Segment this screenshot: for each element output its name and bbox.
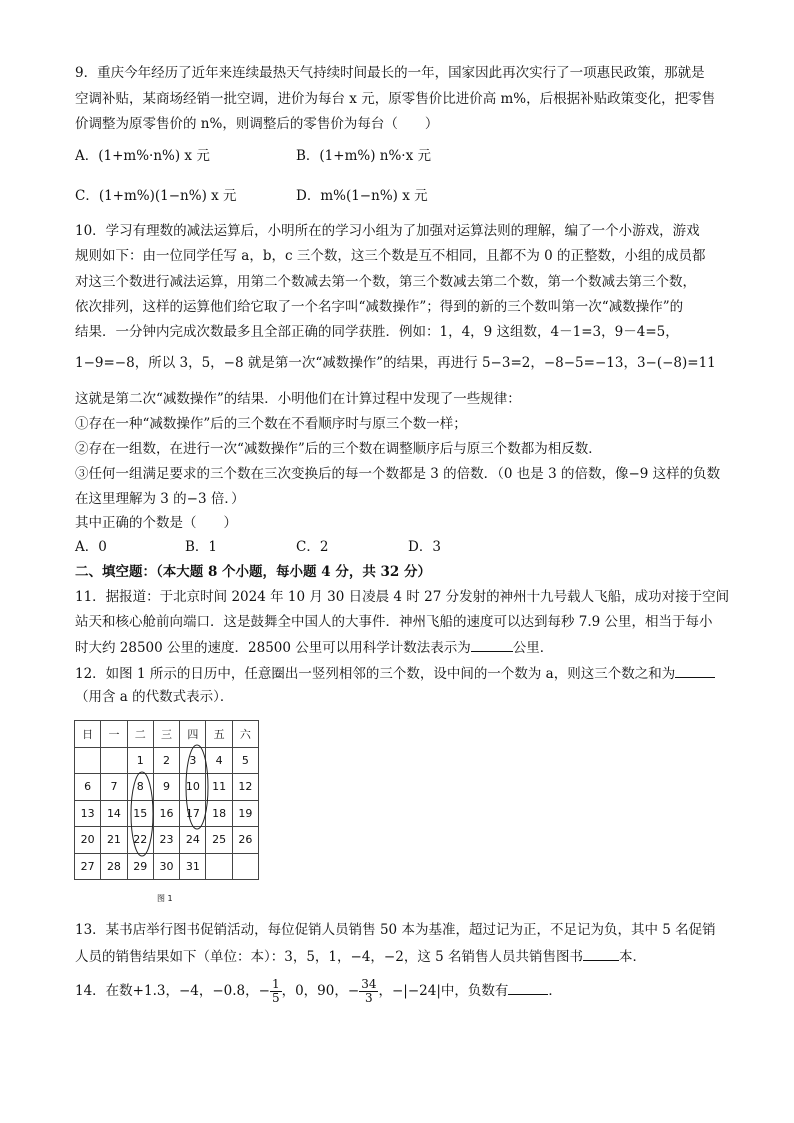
calendar-header: 日 (75, 721, 101, 748)
calendar-cell: 11 (206, 774, 232, 801)
calendar-cell: 26 (232, 827, 258, 854)
calendar-cell: 31 (180, 853, 206, 880)
q10-line8: ①存在一种“减数操作”后的三个数在不看顺序时与原三个数一样； (75, 416, 467, 432)
q10-line1: 10．学习有理数的减法运算后，小明所在的学习小组为了加强对运算法则的理解，编了一个小游戏，游戏 (75, 223, 700, 239)
calendar-cell: 17 (180, 800, 206, 827)
q9-line2: 空调补贴，某商场经销一批空调，进价为每台 x 元，原零售价比进价高 m%，后根据补贴政策变化，把零售 (75, 91, 716, 107)
calendar-cell: 7 (101, 774, 127, 801)
figure-caption: 图 1 (157, 894, 173, 903)
fraction-numerator: 1 (271, 977, 280, 991)
q9-option-b[interactable]: B．(1+m%) n%·x 元 (296, 148, 431, 164)
q9-option-a[interactable]: A．(1+m%·n%) x 元 (75, 148, 210, 164)
calendar-cell: 5 (232, 747, 258, 774)
calendar-cell: 25 (206, 827, 232, 854)
q14-text-post: ，−|−24|中，负数有 (378, 983, 509, 999)
q13-line2-end: 本． (619, 949, 646, 965)
calendar-header: 五 (206, 721, 232, 748)
q9-line1: 9．重庆今年经历了近年来连续最热天气持续时间最长的一年，国家因此再次实行了一项惠民政策，那就是 (75, 65, 705, 81)
q10-line7: 这就是第二次“减数操作”的结果．小明他们在计算过程中发现了一些规律： (75, 391, 521, 407)
q14-text-mid: ，0，90，− (281, 983, 360, 999)
calendar-cell: 30 (153, 853, 179, 880)
calendar-header: 一 (101, 721, 127, 748)
calendar-cell: 8 (127, 774, 153, 801)
calendar-cell: 27 (75, 853, 101, 880)
calendar-cell: 9 (153, 774, 179, 801)
calendar-cell: 15 (127, 800, 153, 827)
q10-line9: ②存在一组数，在进行一次“减数操作”后的三个数在调整顺序后与原三个数都为相反数． (75, 441, 602, 457)
calendar-header: 二 (127, 721, 153, 748)
calendar-cell: 21 (101, 827, 127, 854)
q10-line6: 1−9=−8，所以 3，5，−8 就是第一次“减数操作”的结果，再进行 5−3=2，−8−5=−13，3−(−8)=11 (75, 355, 716, 371)
calendar-header: 三 (153, 721, 179, 748)
calendar-cell: 29 (127, 853, 153, 880)
calendar-cell: 6 (75, 774, 101, 801)
q11-line1: 11．据报道：于北京时间 2024 年 10 月 30 日凌晨 4 时 27 分发射的神州十九号载人飞船，成功对接于空间 (75, 589, 730, 605)
calendar-cell: 3 (180, 747, 206, 774)
calendar-cell: 16 (153, 800, 179, 827)
q13-line2-text: 人员的销售结果如下（单位：本）：3，5，1，−4，−2，这 5 名销售人员共销售图书 (75, 949, 583, 965)
calendar-cell: 10 (180, 774, 206, 801)
circle-8-15-22 (131, 772, 153, 856)
section-title: 二、填空题：（本大题 8 个小题，每小题 4 分，共 32 分） (75, 564, 432, 580)
q9-line3: 价调整为原零售价的 n%，则调整后的零售价为每台（ ） (75, 116, 439, 132)
circle-3-10-17 (186, 745, 208, 829)
calendar-cell: 24 (180, 827, 206, 854)
fraction-34-thirds (359, 978, 378, 1005)
calendar-cell: 14 (101, 800, 127, 827)
q10-line4: 依次排列，这样的运算他们给它取了一个名字叫“减数操作”；得到的新的三个数叫第一次“减数操作”的 (75, 299, 684, 315)
calendar-cell: 18 (206, 800, 232, 827)
q14-text-pre: 14．在数+1.3，−4，−0.8，− (75, 983, 270, 999)
q9-option-c[interactable]: C．(1+m%)(1−n%) x 元 (75, 188, 237, 204)
q9-option-d[interactable]: D．m%(1−n%) x 元 (296, 188, 428, 204)
calendar-cell: 13 (75, 800, 101, 827)
calendar-cell: 12 (232, 774, 258, 801)
q12-line2: （用含 a 的代数式表示）． (75, 689, 234, 705)
calendar-cell: 4 (206, 747, 232, 774)
q11-line3-text: 时大约 28500 公里的速度．28500 公里可以用科学计数法表示为 (75, 640, 471, 656)
calendar-cell: 1 (127, 747, 153, 774)
calendar-cell: 22 (127, 827, 153, 854)
q13-line1: 13．某书店举行图书促销活动，每位促销人员销售 50 本为基准，超过记为正，不足记为负，其中 5 名促销 (75, 922, 716, 938)
q10-line5: 结果．一分钟内完成次数最多且全部正确的同学获胜．例如：1，4，9 这组数，4－1=3，9－4=5， (75, 324, 679, 340)
calendar-cell: 2 (153, 747, 179, 774)
calendar-header: 四 (180, 721, 206, 748)
q10-line3: 对这三个数进行减法运算，用第二个数减去第一个数，第三个数减去第二个数，第一个数减去第三个数， (75, 274, 696, 290)
q10-line10: ③任何一组满足要求的三个数在三次变换后的每一个数都是 3 的倍数．（0 也是 3 的倍数，像−9 这样的负数 (75, 466, 721, 482)
q12-line1-text: 12．如图 1 所示的日历中，任意圈出一竖列相邻的三个数，设中间的一个数为 a，则这三个数之和为 (75, 666, 676, 682)
fraction-denominator: 3 (365, 991, 373, 1005)
q14-text-end: ． (548, 983, 562, 999)
calendar-cell: 23 (153, 827, 179, 854)
calendar-cell: 28 (101, 853, 127, 880)
fraction-one-fifth (270, 978, 282, 1005)
q11-line3-end: 公里． (512, 640, 554, 656)
q10-line11: 在这里理解为 3 的−3 倍．） (75, 491, 245, 507)
fraction-denominator: 5 (271, 991, 280, 1005)
calendar-cell: 20 (75, 827, 101, 854)
q10-line12: 其中正确的个数是（ ） (75, 515, 237, 531)
calendar-header: 六 (232, 721, 258, 748)
q10-option-c[interactable]: C．2 (296, 539, 329, 555)
q10-line2: 规则如下：由一位同学任写 a，b，c 三个数，这三个数是互不相同，且都不为 0 的正整数，小组的成员都 (75, 248, 706, 264)
q13-line2 (75, 946, 646, 967)
fraction-numerator: 34 (361, 977, 377, 991)
q10-option-a[interactable]: A．0 (75, 539, 107, 555)
q10-option-b[interactable]: B．1 (185, 539, 218, 555)
q13-answer-blank[interactable] (583, 946, 619, 961)
calendar-cell: 19 (232, 800, 258, 827)
q11-line2: 站天和核心舱前向端口．这是鼓舞全中国人的大事件．神州飞船的速度可以达到每秒 7.9 公里，相当于每小 (75, 614, 713, 630)
q14-line (75, 978, 562, 1005)
q14-answer-blank[interactable] (508, 980, 548, 995)
q10-option-d[interactable]: D．3 (408, 539, 441, 555)
